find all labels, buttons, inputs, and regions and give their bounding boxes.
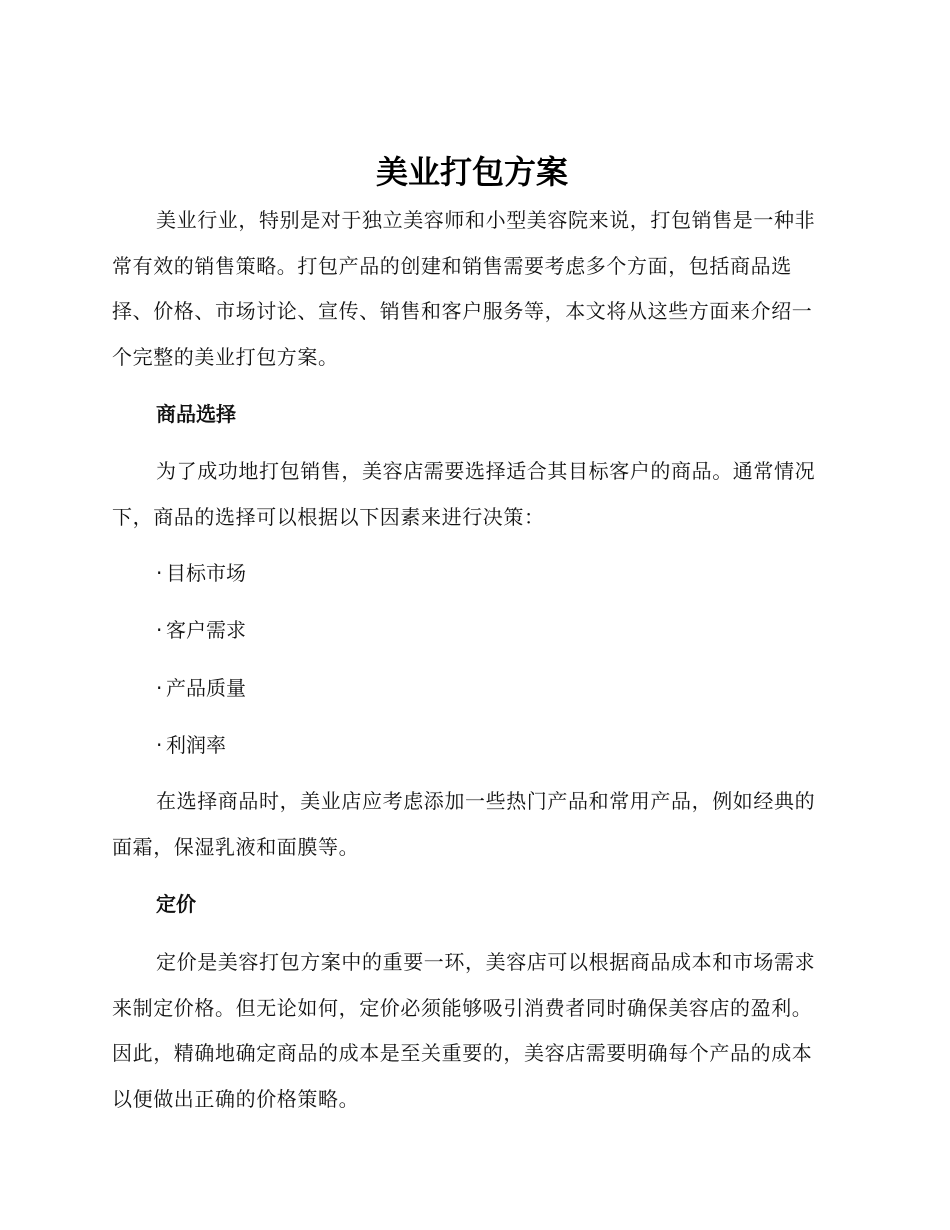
bullet-text: 利润率 [166,733,226,757]
document-title: 美业打包方案 [375,153,568,191]
bullet-item [156,730,226,760]
bullet-marker: · [156,618,163,642]
section-heading-pricing: 定价 [156,892,196,916]
product-selection-paragraph: 为了成功地打包销售，美容店需要选择适合其目标客户的商品。通常情况下，商品的选择可以根据以下因素来进行决策： [112,459,816,529]
bullet-item [156,558,246,588]
bullet-text: 目标市场 [166,561,246,585]
intro-paragraph: 美业行业，特别是对于独立美容师和小型美容院来说，打包销售是一种非常有效的销售策略。打包产品的创建和销售需要考虑多个方面，包括商品选择、价格、市场讨论、宣传、销售和客户服务等，本文将从这些方面来介绍一个完整的美业打包方案。 [112,208,816,369]
section-heading-product-selection: 商品选择 [156,402,236,426]
bullet-item [156,673,246,703]
product-selection-closing-paragraph: 在选择商品时，美业店应考虑添加一些热门产品和常用产品，例如经典的面霜，保湿乳液和面膜等。 [112,789,816,859]
bullet-text: 客户需求 [166,618,246,642]
bullet-marker: · [156,733,163,757]
bullet-marker: · [156,561,163,585]
bullet-marker: · [156,676,163,700]
pricing-paragraph: 定价是美容打包方案中的重要一环，美容店可以根据商品成本和市场需求来制定价格。但无论如何，定价必须能够吸引消费者同时确保美容店的盈利。因此，精确地确定商品的成本是至关重要的，美容店需要明确每个产品的成本以便做出正确的价格策略。 [112,950,816,1111]
bullet-text: 产品质量 [166,676,246,700]
bullet-item [156,615,246,645]
